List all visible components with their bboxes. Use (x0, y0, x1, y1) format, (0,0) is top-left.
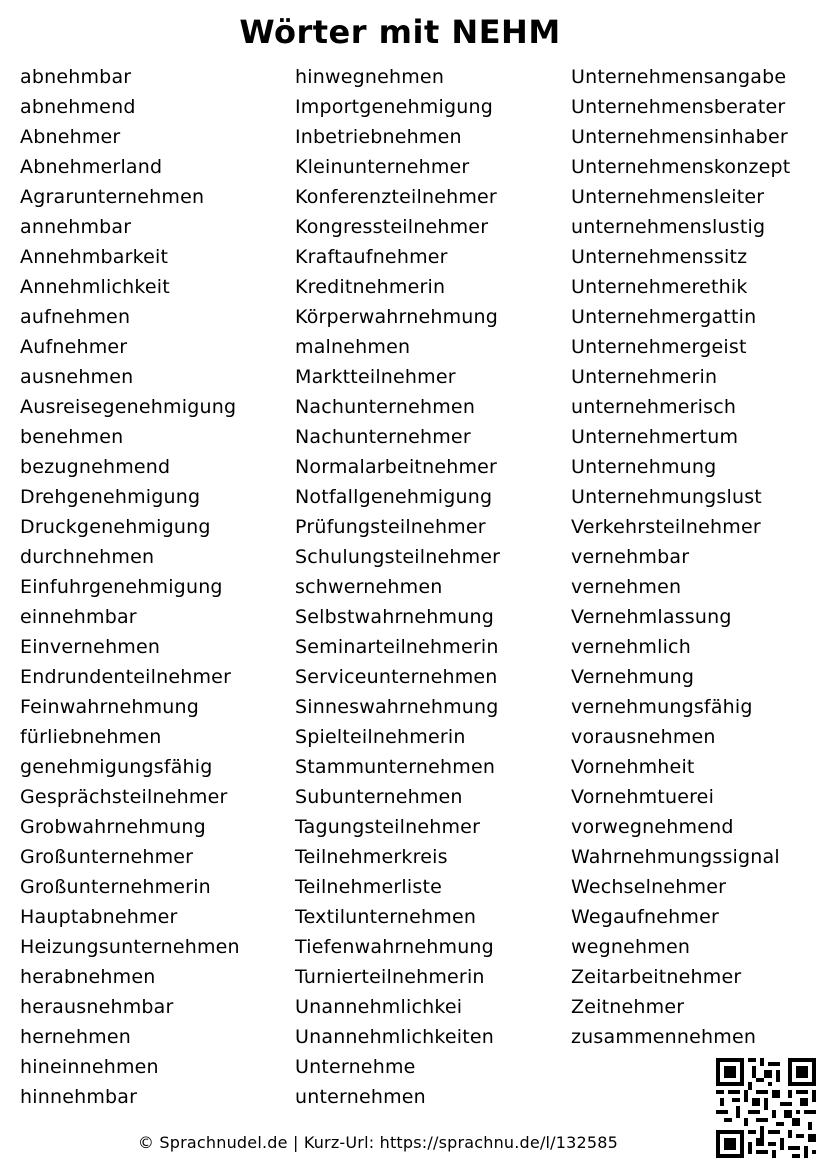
word-item: benehmen (20, 426, 124, 448)
word-item: Vernehmung (571, 666, 695, 688)
word-item: Körperwahrnehmung (295, 306, 499, 328)
word-item: Einfuhrgenehmigung (20, 576, 223, 598)
word-item: Wahrnehmungssignal (571, 846, 780, 868)
word-item: Seminarteilnehmerin (295, 636, 499, 658)
word-item: annehmbar (20, 216, 132, 238)
word-item: Kreditnehmerin (295, 276, 446, 298)
word-item: Wegaufnehmer (571, 906, 719, 928)
word-item: Abnehmer (20, 126, 121, 148)
word-item: einnehmbar (20, 606, 137, 628)
word-column-1 (20, 62, 240, 1112)
word-item: vernehmungsfähig (571, 696, 753, 718)
word-item: Spielteilnehmerin (295, 726, 466, 748)
word-column-2 (295, 62, 500, 1112)
word-item: Unternehmertum (571, 426, 739, 448)
word-item: Kleinunternehmer (295, 156, 470, 178)
word-item: Kongressteilnehmer (295, 216, 489, 238)
word-item: Nachunternehmer (295, 426, 471, 448)
word-item: Annehmbarkeit (20, 246, 169, 268)
word-item: zusammennehmen (571, 1026, 757, 1048)
word-item: Teilnehmerliste (295, 876, 443, 898)
word-item: Ausreisegenehmigung (20, 396, 237, 418)
qr-code-icon (716, 1058, 816, 1158)
word-item: Vornehmheit (571, 756, 695, 778)
word-item: herabnehmen (20, 966, 156, 988)
word-item: Gesprächsteilnehmer (20, 786, 228, 808)
word-item: malnehmen (295, 336, 411, 358)
word-item: genehmigungsfähig (20, 756, 213, 778)
page-title: Wörter mit NEHM (239, 13, 561, 51)
word-item: unternehmenslustig (571, 216, 766, 238)
word-item: Normalarbeitnehmer (295, 456, 498, 478)
word-item: Hauptabnehmer (20, 906, 178, 928)
word-item: Zeitnehmer (571, 996, 685, 1018)
word-item: Unternehmungslust (571, 486, 762, 508)
word-item: Großunternehmer (20, 846, 194, 868)
word-item: Unternehmergeist (571, 336, 747, 358)
word-item: Stammunternehmen (295, 756, 496, 778)
word-item: Unternehmensinhaber (571, 126, 788, 148)
word-item: wegnehmen (571, 936, 691, 958)
word-item: Druckgenehmigung (20, 516, 211, 538)
word-item: abnehmend (20, 96, 136, 118)
word-item: Aufnehmer (20, 336, 128, 358)
word-item: hinwegnehmen (295, 66, 445, 88)
word-item: abnehmbar (20, 66, 132, 88)
word-item: Unternehmenssitz (571, 246, 748, 268)
word-item: Sinneswahrnehmung (295, 696, 499, 718)
word-item: Unternehmung (571, 456, 717, 478)
word-item: Notfallgenehmigung (295, 486, 493, 508)
word-item: Heizungsunternehmen (20, 936, 240, 958)
word-item: Abnehmerland (20, 156, 163, 178)
word-item: Vornehmtuerei (571, 786, 715, 808)
word-item: Tagungsteilnehmer (295, 816, 481, 838)
word-item: Subunternehmen (295, 786, 463, 808)
word-item: Feinwahrnehmung (20, 696, 200, 718)
word-item: herausnehmbar (20, 996, 174, 1018)
word-item: durchnehmen (20, 546, 155, 568)
word-item: Unternehmerin (571, 366, 718, 388)
word-item: Unternehmenskonzept (571, 156, 791, 178)
word-item: Unannehmlichkeiten (295, 1026, 495, 1048)
word-item: Nachunternehmen (295, 396, 476, 418)
word-item: Schulungsteilnehmer (295, 546, 501, 568)
word-item: Serviceunternehmen (295, 666, 498, 688)
word-item: Teilnehmerkreis (295, 846, 448, 868)
word-item: Inbetriebnehmen (295, 126, 462, 148)
word-item: Wechselnehmer (571, 876, 727, 898)
word-item: Unternehmergattin (571, 306, 757, 328)
word-item: Unternehmensberater (571, 96, 786, 118)
word-item: Konferenzteilnehmer (295, 186, 497, 208)
word-item: vorwegnehmend (571, 816, 734, 838)
word-item: Einvernehmen (20, 636, 161, 658)
word-item: Zeitarbeitnehmer (571, 966, 742, 988)
word-item: Kraftaufnehmer (295, 246, 448, 268)
word-item: Textilunternehmen (295, 906, 477, 928)
word-item: Agrarunternehmen (20, 186, 205, 208)
word-item: Importgenehmigung (295, 96, 493, 118)
word-item: Großunternehmerin (20, 876, 211, 898)
word-item: fürliebnehmen (20, 726, 162, 748)
word-item: bezugnehmend (20, 456, 171, 478)
word-item: vorausnehmen (571, 726, 716, 748)
word-item: ausnehmen (20, 366, 134, 388)
word-item: Unternehme (295, 1056, 416, 1078)
footer-credit: © Sprachnudel.de | Kurz-Url: https://sprachnu.de/l/132585 (137, 1133, 619, 1152)
word-item: Drehgenehmigung (20, 486, 201, 508)
word-item: Unannehmlichkei (295, 996, 463, 1018)
word-item: Tiefenwahrnehmung (295, 936, 494, 958)
word-item: Unternehmensangabe (571, 66, 787, 88)
word-item: Grobwahrnehmung (20, 816, 206, 838)
word-item: Verkehrsteilnehmer (571, 516, 761, 538)
word-item: Marktteilnehmer (295, 366, 456, 388)
word-column-3 (571, 62, 790, 1052)
word-item: Unternehmerethik (571, 276, 748, 298)
word-item: hernehmen (20, 1026, 132, 1048)
word-item: aufnehmen (20, 306, 131, 328)
word-item: schwernehmen (295, 576, 443, 598)
word-item: unternehmerisch (571, 396, 737, 418)
word-item: hineinnehmen (20, 1056, 159, 1078)
word-item: vernehmbar (571, 546, 690, 568)
word-item: Annehmlichkeit (20, 276, 170, 298)
word-item: hinnehmbar (20, 1086, 138, 1108)
word-item: vernehmlich (571, 636, 691, 658)
word-item: Vernehmlassung (571, 606, 732, 628)
word-item: Turnierteilnehmerin (295, 966, 485, 988)
word-item: Endrundenteilnehmer (20, 666, 232, 688)
word-item: Selbstwahrnehmung (295, 606, 494, 628)
word-item: Unternehmensleiter (571, 186, 765, 208)
word-item: unternehmen (295, 1086, 426, 1108)
word-item: vernehmen (571, 576, 682, 598)
word-item: Prüfungsteilnehmer (295, 516, 486, 538)
